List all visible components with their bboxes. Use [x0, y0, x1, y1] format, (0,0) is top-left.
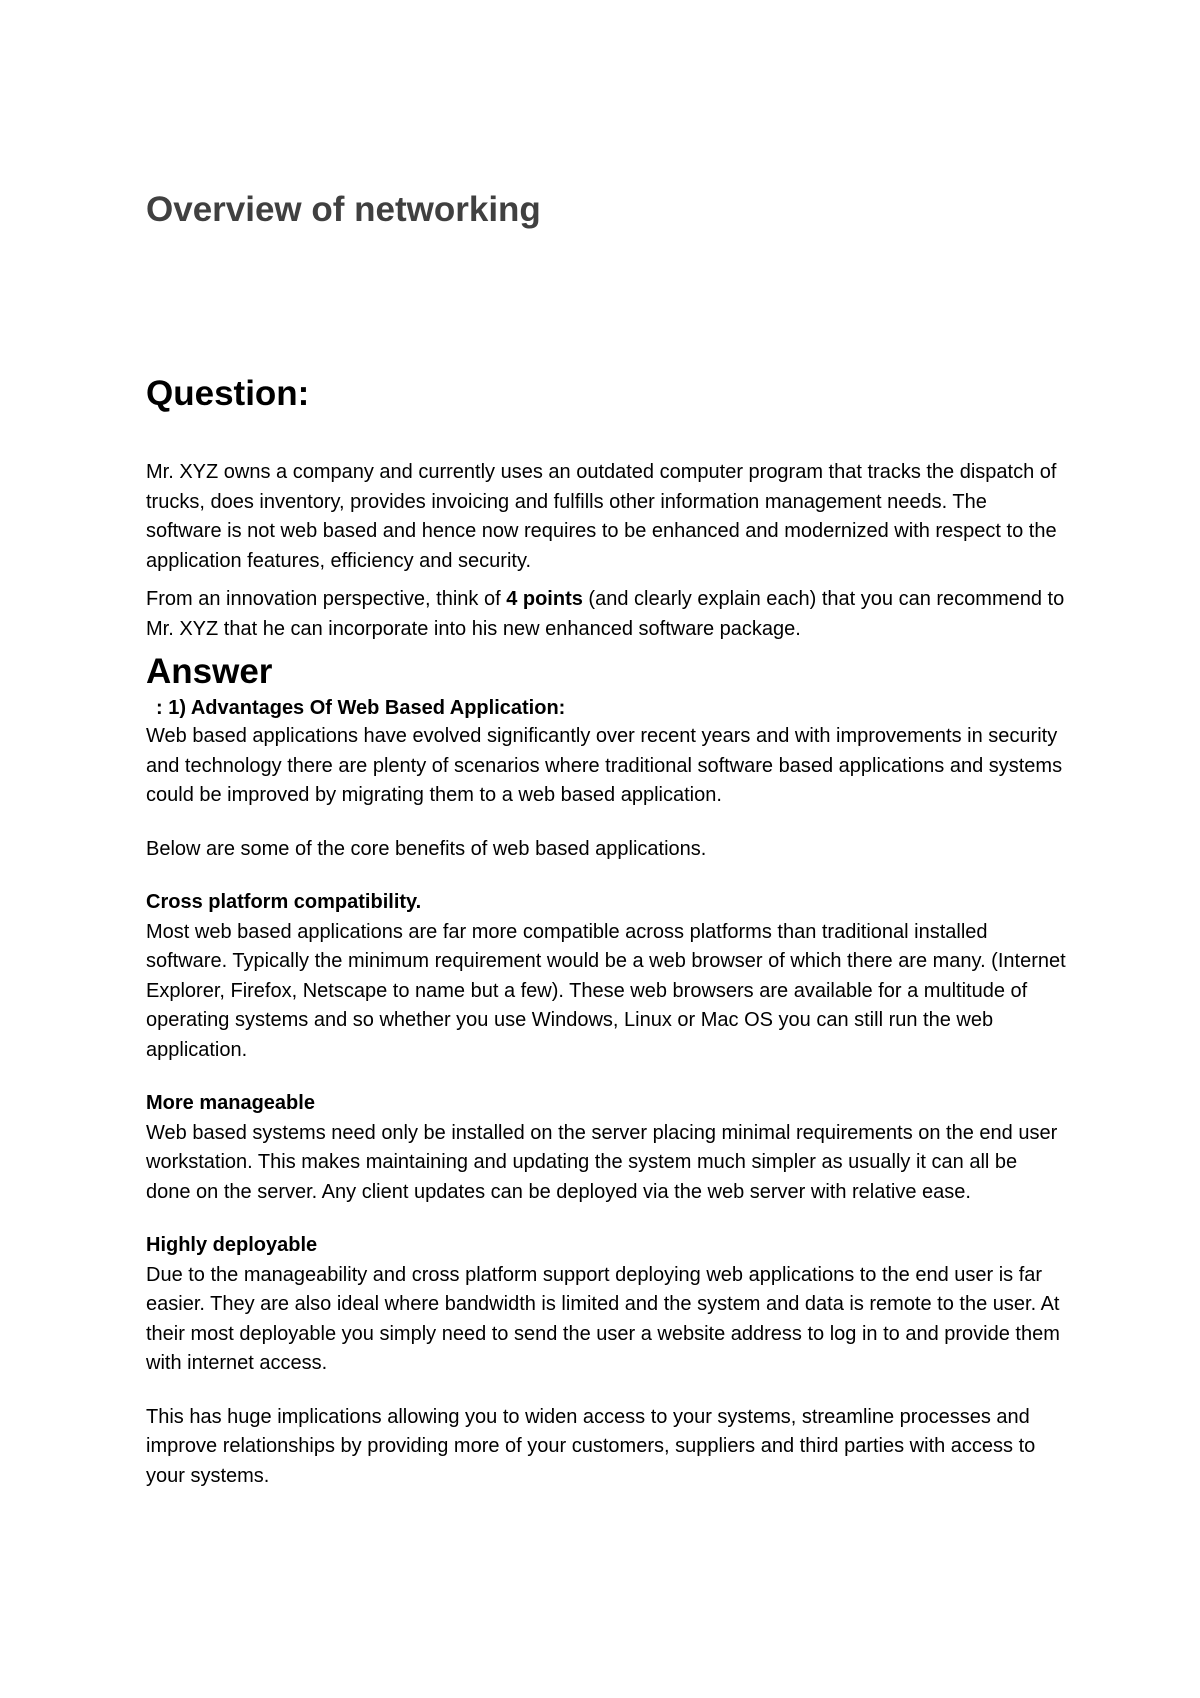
- question-instruction-paragraph: [146, 585, 1066, 644]
- answer-subheading: : 1) Advantages Of Web Based Application:: [156, 697, 566, 719]
- section-heading: More manageable: [146, 1092, 315, 1114]
- closing-paragraph: This has huge implications allowing you to widen access to your systems, streamline processes and improve relationships by providing more of your customers, suppliers and third parties with access to your systems.: [146, 1405, 1036, 1487]
- section-body: Most web based applications are far more compatible across platforms than traditional installed software. Typically the minimum requirement would be a web browser of which there are many. (Internet Explorer, Firefox, Netscape to name but a few). These web browsers are available for a multitude of operating systems and so whether you use Windows, Linux or Mac OS you can still run the web application.: [146, 920, 1066, 1061]
- question-paragraph: Mr. XYZ owns a company and currently uses an outdated computer program that tracks the dispatch of trucks, does inventory, provides invoicing and fulfills other information management needs. The software is not web based and hence now requires to be enhanced and modernized with respect to the application features, efficiency and security.: [146, 461, 1057, 572]
- benefits-intro-paragraph: Below are some of the core benefits of web based applications.: [146, 837, 707, 860]
- section-cross-platform: [146, 888, 1066, 1065]
- intro-paragraph: Web based applications have evolved significantly over recent years and with improvements in security and technology there are plenty of scenarios where traditional software based applications and systems could be improved by migrating them to a web based application.: [146, 725, 1063, 806]
- section-body: Web based systems need only be installed on the server placing minimal requirements on the end user workstation. This makes maintaining and updating the system much simpler as usually it can all be done on the server. Any client updates can be deployed via the web server with relative ease.: [146, 1121, 1058, 1203]
- document-body: [146, 188, 1066, 1491]
- section-more-manageable: [146, 1089, 1066, 1207]
- answer-heading: Answer: [146, 652, 273, 691]
- question-heading: Question:: [146, 374, 310, 413]
- section-highly-deployable: [146, 1231, 1066, 1379]
- document-title: Overview of networking: [146, 190, 541, 229]
- question-instruction-text-end: (and clearly explain each) that you can recommend to Mr. XYZ that he can incorporate into his new enhanced software package.: [146, 588, 1065, 640]
- section-heading: Highly deployable: [146, 1234, 318, 1256]
- section-heading: Cross platform compatibility.: [146, 891, 422, 913]
- question-emphasis: 4 points: [506, 588, 583, 610]
- question-instruction-text: From an innovation perspective, think of: [146, 588, 507, 610]
- section-body: Due to the manageability and cross platform support deploying web applications to the end user is far easier. They are also ideal where bandwidth is limited and the system and data is remote to the user. At their most deployable you simply need to send the user a website address to log in to and provide them with internet access.: [146, 1263, 1060, 1374]
